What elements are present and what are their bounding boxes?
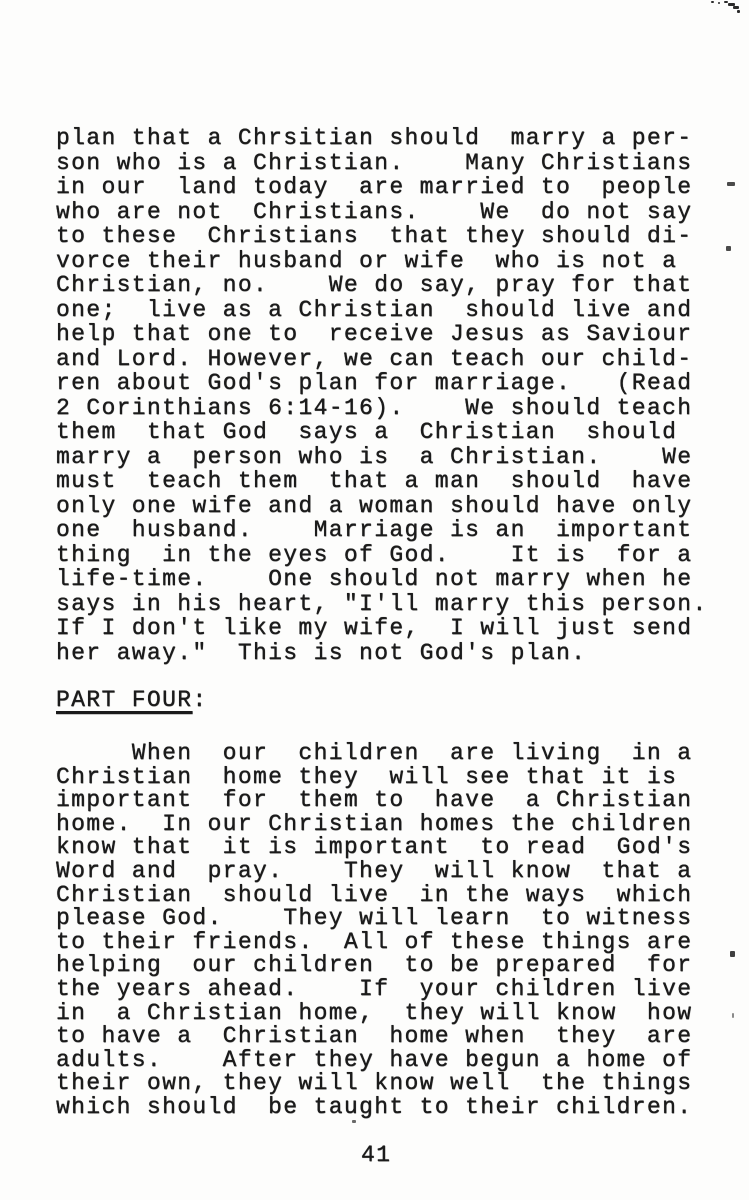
- text-line: one husband. Marriage is an important: [56, 517, 693, 543]
- section-heading-colon: :: [192, 687, 208, 713]
- text-line: them that God says a Christian should: [56, 419, 678, 445]
- text-line: and Lord. However, we can teach our child-: [56, 345, 693, 372]
- text-line: Word and pray. They will know that a: [56, 857, 693, 884]
- text-line: their own, they will know well the things: [56, 1070, 693, 1097]
- text-line: 2 Corinthians 6:14-16). We should teach: [56, 394, 693, 421]
- scan-speck: [718, 2, 720, 4]
- scan-speck: [732, 1013, 734, 1018]
- text-line: ren about God's plan for marriage. (Read: [56, 370, 693, 396]
- text-line: adults. After they have begun a home of: [56, 1046, 693, 1073]
- text-line: Christian home they will see that it is: [56, 763, 678, 790]
- text-line: which should be taught to their children.: [56, 1093, 693, 1120]
- text-line: If I don't like my wife, I will just send: [56, 615, 693, 641]
- text-line: life-time. One should not marry when he: [56, 566, 693, 592]
- text-line: who are not Christians. We do not say: [56, 198, 693, 225]
- text-line: her away." This is not God's plan.: [56, 639, 587, 666]
- scan-speck: [711, 1, 714, 3]
- paragraph-marriage-teaching: [56, 126, 708, 665]
- text-line: know that it is important to read God's: [56, 834, 693, 861]
- section-heading: [56, 688, 208, 713]
- paragraph-christian-home: [56, 742, 692, 1120]
- text-line: vorce their husband or wife who is not a: [56, 247, 678, 274]
- text-line: one; live as a Christian should live and: [56, 296, 693, 323]
- text-line: must teach them that a man should have: [56, 468, 693, 494]
- text-line: plan that a Chrsitian should marry a per-: [56, 125, 693, 151]
- scan-speck: [730, 951, 735, 957]
- scan-speck: [733, 6, 739, 9]
- text-line: son who is a Christian. Many Christians: [56, 149, 693, 176]
- text-line: the years ahead. If your children live: [56, 975, 693, 1002]
- text-line: When our children are living in a: [56, 740, 693, 766]
- text-line: Christian should live in the ways which: [56, 881, 693, 908]
- text-line: please God. They will learn to witness: [56, 905, 693, 932]
- scan-speck: [727, 182, 735, 186]
- text-line: in a Christian home, they will know how: [56, 999, 693, 1026]
- text-line: to have a Christian home when they are: [56, 1023, 693, 1050]
- text-line: Christian, no. We do say, pray for that: [56, 272, 693, 298]
- text-line: help that one to receive Jesus as Saviour: [56, 321, 693, 347]
- text-line: thing in the eyes of God. It is for a: [56, 541, 693, 568]
- section-heading-text: PART FOUR: [56, 687, 193, 713]
- text-line: home. In our Christian homes the children: [56, 810, 693, 837]
- scan-speck: [737, 10, 740, 13]
- page-number: 41: [361, 1142, 392, 1168]
- scan-speck: [352, 1120, 356, 1123]
- text-line: in our land today are married to people: [56, 174, 693, 200]
- text-line: says in his heart, "I'll marry this person.: [56, 590, 708, 617]
- text-line: only one wife and a woman should have only: [56, 492, 693, 519]
- text-line: important for them to have a Christian: [56, 787, 693, 814]
- text-line: to these Christians that they should di-: [56, 223, 693, 249]
- text-line: to their friends. All of these things are: [56, 928, 693, 955]
- text-line: helping our children to be prepared for: [56, 952, 693, 979]
- scan-speck: [726, 246, 731, 251]
- text-line: marry a person who is a Christian. We: [56, 443, 693, 470]
